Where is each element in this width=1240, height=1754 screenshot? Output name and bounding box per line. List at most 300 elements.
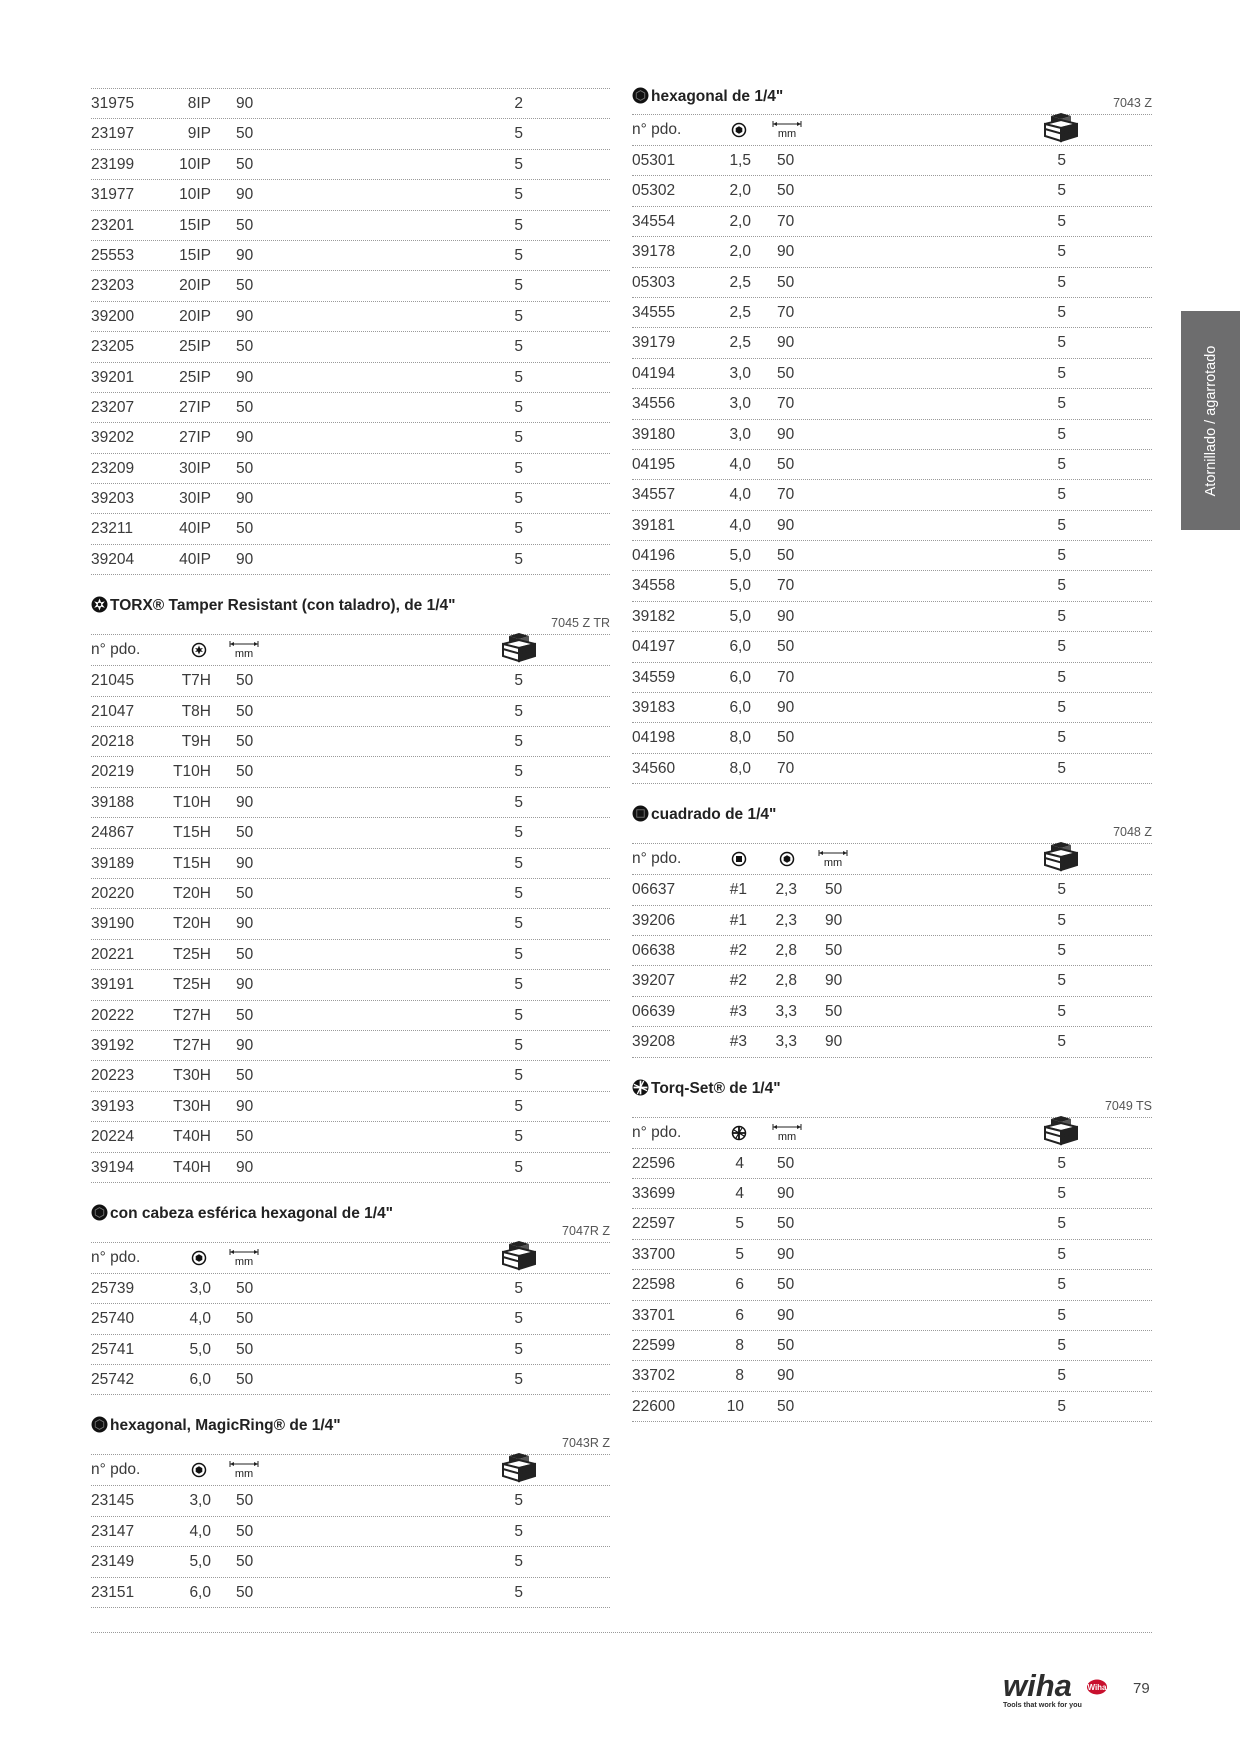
table-row [91, 1061, 610, 1091]
size: 4 [735, 1184, 744, 1202]
article-number: 34554 [632, 212, 676, 230]
size: T40H [173, 1128, 211, 1146]
torq-set-icon [632, 1079, 649, 1101]
size: 6,0 [729, 638, 751, 656]
length: 50 [236, 1522, 254, 1540]
table-row [632, 632, 1152, 662]
size: 2,3 [775, 881, 797, 899]
side-chapter-tab[interactable] [1181, 311, 1240, 530]
size: 2,5 [729, 273, 751, 291]
length: 90 [236, 854, 254, 872]
pack-qty: 5 [1057, 334, 1066, 352]
size: T10H [173, 763, 211, 781]
pack-qty: 5 [1057, 455, 1066, 473]
size: 2,0 [729, 243, 751, 261]
size-number: #3 [729, 1033, 747, 1051]
square-icon [632, 805, 649, 827]
pack-qty: 5 [1057, 1306, 1066, 1324]
article-number: 23149 [91, 1553, 135, 1571]
table-row [91, 727, 610, 757]
size: 2,8 [775, 972, 797, 990]
article-number: 22599 [632, 1336, 676, 1354]
article-code: 7049 TS [1104, 1098, 1152, 1113]
pack-qty: 5 [514, 1492, 523, 1510]
pack-qty: 5 [514, 1340, 523, 1358]
article-number: 25741 [91, 1340, 135, 1358]
table-row [632, 1361, 1152, 1391]
article-number: 22598 [632, 1276, 676, 1294]
article-number: 39206 [632, 911, 676, 929]
pack-qty: 5 [1057, 1245, 1066, 1263]
length: 50 [236, 277, 254, 295]
article-number: 23207 [91, 398, 135, 416]
size: 20IP [179, 307, 211, 325]
article-number: 06638 [632, 941, 676, 959]
pack-qty: 5 [1057, 759, 1066, 777]
article-number: 05302 [632, 182, 676, 200]
size: 9IP [187, 125, 211, 143]
pack-qty: 5 [1057, 243, 1066, 261]
table-row [632, 1027, 1152, 1057]
size: 30IP [179, 459, 211, 477]
pack-quantity-icon [1043, 1116, 1079, 1146]
pack-qty: 5 [1057, 638, 1066, 656]
article-number: 25739 [91, 1279, 135, 1297]
size: 4,0 [189, 1310, 211, 1328]
length: 90 [825, 911, 843, 929]
table-row [632, 966, 1152, 996]
article-number: 34555 [632, 303, 676, 321]
length: 50 [777, 1154, 795, 1172]
pack-qty: 5 [514, 1583, 523, 1601]
section-hex [632, 88, 1152, 784]
table-row [91, 1486, 610, 1516]
article-number: 39207 [632, 972, 676, 990]
section-title-text: con cabeza esférica hexagonal de 1/4" [110, 1204, 394, 1222]
table-row [91, 1304, 610, 1334]
size: T25H [173, 976, 211, 994]
table-row [91, 423, 610, 453]
size: 3,0 [189, 1279, 211, 1297]
column-label-article-no: n° pdo. [632, 850, 682, 868]
table-row [91, 1001, 610, 1031]
size: 3,0 [729, 395, 751, 413]
pack-quantity-icon [501, 1241, 537, 1271]
article-number: 23211 [91, 520, 133, 538]
pack-qty: 5 [1057, 1184, 1066, 1202]
length: 50 [777, 729, 795, 747]
size-number: #1 [729, 881, 747, 899]
size: 4,0 [729, 486, 751, 504]
table-torx-plus-rows [91, 88, 610, 575]
size: 20IP [179, 277, 211, 295]
pack-qty: 5 [514, 307, 523, 325]
length: 50 [825, 941, 843, 959]
pack-qty: 5 [1057, 941, 1066, 959]
section-title [632, 1079, 781, 1101]
pack-qty: 5 [514, 1553, 523, 1571]
table-row [632, 1149, 1152, 1179]
column-header-row [91, 635, 610, 666]
length: 50 [777, 638, 795, 656]
article-number: 04198 [632, 729, 676, 747]
table-row [632, 754, 1152, 784]
size-number: #2 [729, 972, 747, 990]
table-row [632, 997, 1152, 1027]
article-number: 31975 [91, 95, 135, 112]
table-row [632, 1270, 1152, 1300]
svg-text:wiha: wiha [1003, 1670, 1072, 1703]
length: 50 [236, 884, 254, 902]
pack-qty: 5 [514, 976, 523, 994]
size: 30IP [179, 490, 211, 508]
size: 4,0 [189, 1522, 211, 1540]
pack-qty: 5 [514, 1371, 523, 1389]
size: 8IP [187, 95, 211, 112]
size: 5,0 [729, 577, 751, 595]
article-code: 7047R Z [562, 1223, 610, 1238]
pack-qty: 5 [514, 884, 523, 902]
table-row [91, 484, 610, 514]
size: 2,5 [729, 303, 751, 321]
article-number: 23145 [91, 1492, 135, 1510]
size: 3,3 [775, 1002, 797, 1020]
length: 50 [777, 1336, 795, 1354]
pack-qty: 5 [514, 702, 523, 720]
size: 15IP [179, 246, 211, 264]
section-title [91, 596, 456, 618]
table-row [632, 1240, 1152, 1270]
pack-qty: 5 [514, 186, 523, 204]
size: T15H [173, 824, 211, 842]
length: 50 [236, 1067, 254, 1085]
table-row [632, 936, 1152, 966]
section-title-text: hexagonal de 1/4" [651, 88, 784, 105]
size: 15IP [179, 216, 211, 234]
table-row [91, 697, 610, 727]
size: 5,0 [729, 607, 751, 625]
table-row [632, 541, 1152, 571]
article-number: 33702 [632, 1367, 676, 1385]
length: 90 [236, 186, 254, 204]
article-number: 23197 [91, 125, 135, 143]
left-column [91, 88, 610, 1608]
article-number: 31977 [91, 186, 135, 204]
table-row [91, 849, 610, 879]
size: T8H [181, 702, 211, 720]
article-number: 25553 [91, 246, 135, 264]
length: 90 [777, 1306, 795, 1324]
article-code: 7045 Z TR [551, 616, 610, 631]
page-number: 79 [1133, 1680, 1150, 1697]
pack-qty: 5 [514, 398, 523, 416]
article-number: 25740 [91, 1310, 135, 1328]
table-row [632, 237, 1152, 267]
table-row [632, 1392, 1152, 1422]
article-number: 23209 [91, 459, 135, 477]
length: 50 [777, 547, 795, 565]
section-header [91, 1196, 610, 1243]
table-row [91, 119, 610, 149]
pack-qty: 5 [514, 155, 523, 173]
table-row [91, 757, 610, 787]
length: 50 [236, 459, 254, 477]
column-header-row [632, 844, 1152, 875]
table-row [632, 663, 1152, 693]
table-row [91, 393, 610, 423]
pack-qty: 5 [1057, 972, 1066, 990]
article-number: 23147 [91, 1522, 135, 1540]
length: 50 [236, 672, 254, 690]
length: 50 [777, 1276, 795, 1294]
length: 70 [777, 577, 795, 595]
section-title [632, 87, 783, 109]
article-number: 20223 [91, 1067, 135, 1085]
size: T40H [173, 1158, 211, 1176]
article-number: 39193 [91, 1097, 135, 1115]
pack-qty: 5 [514, 733, 523, 751]
mm-unit-label: mm [823, 857, 843, 869]
table-row [632, 511, 1152, 541]
article-number: 20221 [91, 945, 135, 963]
length: 90 [777, 607, 795, 625]
column-header-row [91, 1243, 610, 1274]
article-number: 20224 [91, 1128, 135, 1146]
table-row [632, 359, 1152, 389]
table-row [91, 363, 610, 393]
hex-icon [632, 87, 649, 109]
footer-divider [91, 1632, 1152, 1633]
article-number: 23201 [91, 216, 135, 234]
length-mm-icon [229, 641, 259, 659]
article-number: 22596 [632, 1154, 676, 1172]
svg-text:Wiha: Wiha [1087, 1683, 1107, 1692]
section-title [632, 805, 776, 827]
table-row [632, 693, 1152, 723]
torx-tamper-icon [91, 596, 108, 618]
mm-unit-label: mm [234, 1468, 254, 1480]
article-number: 06637 [632, 881, 676, 899]
table-row [632, 298, 1152, 328]
article-number: 06639 [632, 1002, 676, 1020]
size: 5,0 [189, 1553, 211, 1571]
pack-qty: 5 [1057, 273, 1066, 291]
article-number: 25742 [91, 1371, 135, 1389]
length: 50 [777, 364, 795, 382]
pack-qty: 5 [514, 1279, 523, 1297]
column-header-row [632, 1118, 1152, 1149]
table-row [91, 88, 610, 119]
article-number: 39189 [91, 854, 135, 872]
length: 50 [777, 182, 795, 200]
length: 90 [236, 976, 254, 994]
size: 5 [735, 1215, 744, 1233]
pack-qty: 5 [514, 429, 523, 447]
pack-qty: 5 [514, 824, 523, 842]
length: 90 [825, 972, 843, 990]
size: T9H [181, 733, 211, 751]
length: 50 [236, 125, 254, 143]
length: 90 [777, 1245, 795, 1263]
length: 50 [236, 1128, 254, 1146]
size: 6,0 [729, 699, 751, 717]
pack-qty: 5 [1057, 1336, 1066, 1354]
wiha-logo [1003, 1670, 1113, 1715]
size: T10H [173, 793, 211, 811]
right-column [632, 88, 1152, 1422]
pack-qty: 5 [514, 945, 523, 963]
size: 25IP [179, 338, 211, 356]
table-row [632, 602, 1152, 632]
article-code: 7043 Z [1113, 96, 1152, 110]
table-row [91, 1153, 610, 1183]
article-code: 7048 Z [1113, 825, 1152, 840]
section-header [91, 1408, 610, 1455]
pack-qty: 5 [514, 125, 523, 143]
article-number: 20219 [91, 763, 135, 781]
length: 70 [777, 395, 795, 413]
table-row [91, 545, 610, 575]
size-number: #1 [729, 911, 747, 929]
article-number: 33700 [632, 1245, 676, 1263]
length-mm-icon [229, 1249, 259, 1267]
length: 50 [236, 1492, 254, 1510]
length: 50 [236, 1583, 254, 1601]
size: 2,0 [729, 182, 751, 200]
table-row [632, 420, 1152, 450]
table-row [91, 1517, 610, 1547]
pack-qty: 5 [1057, 303, 1066, 321]
size: 5,0 [189, 1340, 211, 1358]
length: 90 [236, 246, 254, 264]
pack-qty: 5 [514, 854, 523, 872]
pack-qty: 5 [514, 793, 523, 811]
mm-unit-label: mm [777, 1130, 797, 1142]
table-row [91, 1031, 610, 1061]
pack-qty: 5 [1057, 212, 1066, 230]
pack-qty: 5 [1057, 1154, 1066, 1172]
length: 50 [236, 1279, 254, 1297]
table-row [91, 1547, 610, 1577]
pack-qty: 5 [1057, 486, 1066, 504]
article-number: 39202 [91, 429, 135, 447]
length: 70 [777, 303, 795, 321]
article-number: 23199 [91, 155, 135, 173]
size: 1,5 [729, 152, 751, 169]
pack-qty: 5 [514, 1158, 523, 1176]
size: 6 [735, 1306, 744, 1324]
pack-qty: 5 [1057, 699, 1066, 717]
pack-qty: 5 [1057, 577, 1066, 595]
article-number: 39179 [632, 334, 676, 352]
size: 8 [735, 1367, 744, 1385]
article-number: 20220 [91, 884, 135, 902]
article-number: 39182 [632, 607, 676, 625]
size: 8,0 [729, 759, 751, 777]
table-row [632, 571, 1152, 601]
size: 8 [735, 1336, 744, 1354]
pack-qty: 5 [514, 1006, 523, 1024]
length: 50 [825, 1002, 843, 1020]
length: 50 [236, 520, 254, 538]
length: 90 [236, 429, 254, 447]
column-label-article-no: n° pdo. [632, 1123, 682, 1141]
pack-qty: 5 [1057, 425, 1066, 443]
pack-qty: 5 [514, 1067, 523, 1085]
article-number: 34556 [632, 395, 676, 413]
mm-unit-label: mm [234, 1255, 254, 1267]
length: 50 [236, 155, 254, 173]
length: 90 [236, 1158, 254, 1176]
pack-qty: 5 [514, 1036, 523, 1054]
size: 40IP [179, 520, 211, 538]
article-number: 39192 [91, 1036, 135, 1054]
length: 90 [825, 1033, 843, 1051]
size: 27IP [179, 398, 211, 416]
length-mm-icon [229, 1461, 259, 1479]
pack-qty: 5 [1057, 668, 1066, 686]
size: 25IP [179, 368, 211, 386]
size: 3,0 [729, 425, 751, 443]
pack-quantity-icon [501, 633, 537, 663]
table-row [632, 268, 1152, 298]
table-row [91, 909, 610, 939]
article-number: 39208 [632, 1033, 676, 1051]
article-number: 04196 [632, 547, 676, 565]
article-number: 04195 [632, 455, 676, 473]
hex-magicring-icon [91, 1416, 108, 1438]
article-number: 39183 [632, 699, 676, 717]
table-row [91, 241, 610, 271]
length: 50 [236, 824, 254, 842]
size: 4,0 [729, 516, 751, 534]
table-row [632, 1301, 1152, 1331]
mm-unit-label: mm [234, 648, 254, 660]
length: 50 [777, 1397, 795, 1415]
pack-qty: 5 [1057, 395, 1066, 413]
size: 8,0 [729, 729, 751, 747]
size: 6 [735, 1276, 744, 1294]
length: 50 [777, 1215, 795, 1233]
section-torq-set [632, 1071, 1152, 1423]
pack-qty: 5 [514, 1097, 523, 1115]
size-number: #3 [729, 1002, 747, 1020]
size: 10 [726, 1397, 744, 1415]
article-number: 34558 [632, 577, 676, 595]
pack-qty: 5 [1057, 881, 1066, 899]
article-number: 39180 [632, 425, 676, 443]
pack-qty: 2 [514, 95, 523, 112]
length: 90 [236, 95, 254, 112]
pack-qty: 5 [1057, 1397, 1066, 1415]
length: 50 [236, 945, 254, 963]
article-number: 33701 [632, 1306, 676, 1324]
length: 90 [236, 368, 254, 386]
article-code: 7043R Z [562, 1436, 610, 1451]
size: 2,5 [729, 334, 751, 352]
length: 50 [236, 763, 254, 781]
table-row [91, 1092, 610, 1122]
section-ball-hex [91, 1196, 610, 1396]
column-header-row [632, 115, 1152, 146]
article-number: 04194 [632, 364, 676, 382]
length: 50 [777, 273, 795, 291]
length: 90 [777, 1367, 795, 1385]
article-number: 39200 [91, 307, 135, 325]
svg-text:Tools that work for you: Tools that work for you [1003, 1700, 1082, 1709]
section-square [632, 797, 1152, 1057]
size: 2,8 [775, 941, 797, 959]
